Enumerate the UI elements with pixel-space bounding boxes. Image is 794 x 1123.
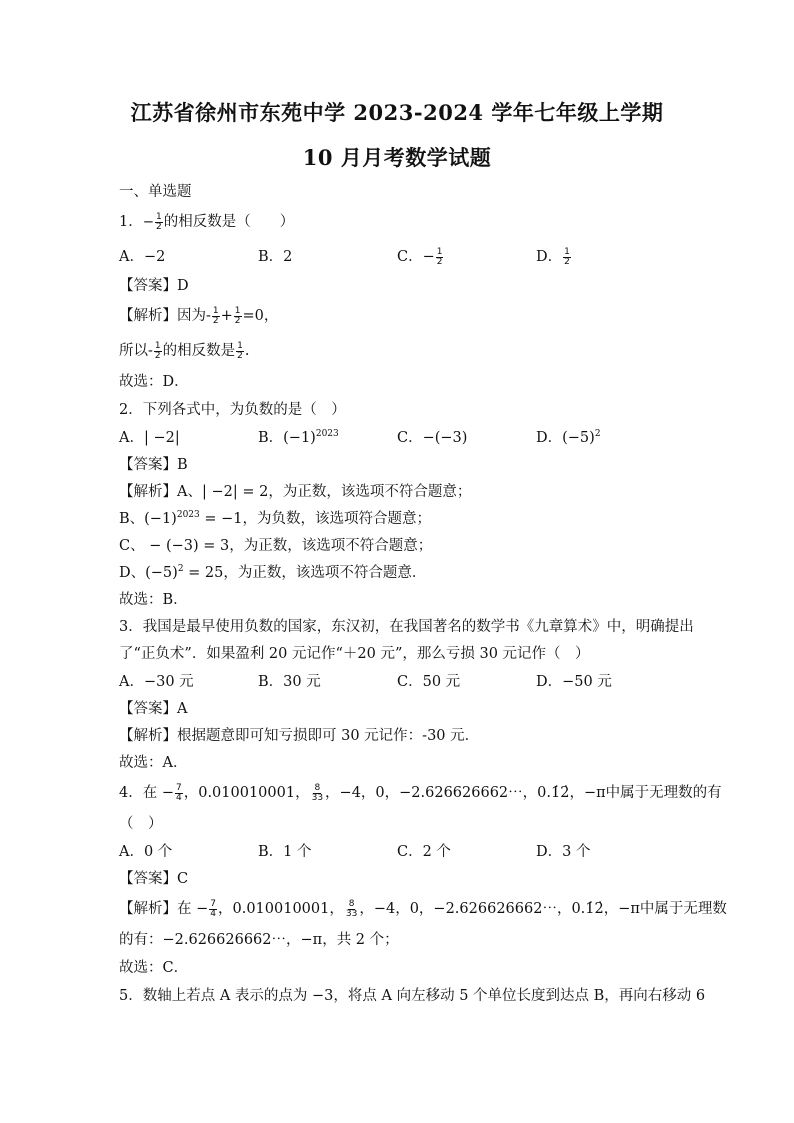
question-1-stem: 1．− $\frac{1}{2}$ 的相反数是（ ） [119, 211, 295, 232]
section-heading: 一、单选题 [119, 184, 192, 200]
q1-analysis-line2: 所以- $\frac{1}{2}$ 的相反数是 $\frac{1}{2}$ . [119, 340, 250, 361]
q2-option-a: A．| −2| [119, 430, 180, 446]
q2-analysis-line4: D、$(-5)^2 = 25$，为正数，该选项不符合题意． [119, 564, 427, 581]
q3-answer: 【答案】A [119, 701, 188, 717]
question-4-stem-line1: 4．在 − $\frac{7}{4}$ ，0.010010001， $\frac{8}{33}$ ，−4，0，−2.626626662⋯，0.1̇2̇，−π中属于无理数的有 [119, 782, 722, 803]
q4-answer: 【答案】C [119, 871, 189, 887]
q2-option-b: B．$(-1)^{2023}$ [258, 429, 339, 446]
q4-option-a: A．0 个 [119, 844, 173, 860]
q1-option-c: C．− $\frac{1}{2}$ [397, 246, 443, 267]
q1-analysis-line1: 【解析】因为- $\frac{1}{2}$ + $\frac{1}{2}$ =0， [119, 305, 279, 326]
q3-choose: 故选：A． [119, 755, 188, 771]
question-4-stem-line2: （ ） [119, 816, 163, 832]
q1-answer: 【答案】D [119, 278, 189, 294]
q3-option-d: D．−50 元 [536, 674, 612, 690]
q4-option-c: C．2 个 [397, 844, 451, 860]
question-5-stem-line1: 5．数轴上若点 A 表示的点为 −3，将点 A 向左移动 5 个单位长度到达点 B，再向右移动 6 [119, 988, 706, 1004]
q2-choose: 故选：B． [119, 592, 188, 608]
doc-title-line1: 江苏省徐州市东苑中学 2023-2024 学年七年级上学期 [130, 100, 664, 125]
question-3-stem-line2: 了“正负术”．如果盈利 20 元记作“＋20 元”，那么亏损 30 元记作（ ） [119, 646, 590, 662]
q1-option-a: A．−2 [119, 249, 166, 265]
q4-choose: 故选：C． [119, 960, 189, 976]
q2-analysis-line3: C、 − (−3) = 3，为正数，该选项不符合题意； [119, 538, 433, 554]
q2-analysis-line1: 【解析】A、| −2| = 2，为正数，该选项不符合题意； [119, 484, 472, 500]
question-3-stem-line1: 3．我国是最早使用负数的国家，东汉初，在我国著名的数学书《九章算术》中，明确提出 [119, 619, 694, 635]
q2-option-c: C．−(−3) [397, 430, 468, 446]
q2-analysis-line2: B、$(-1)^{2023} = -1$，为负数，该选项符合题意； [119, 510, 432, 527]
fraction: $\frac{1}{2}$ [156, 211, 162, 232]
doc-title-line2: 10 月月考数学试题 [302, 145, 492, 170]
q2-option-d: D．$(-5)^2$ [536, 429, 601, 446]
q4-analysis-line2: 的有：−2.626626662⋯，−π，共 2 个； [119, 932, 399, 948]
q3-analysis: 【解析】根据题意即可知亏损即可 30 元记作：-30 元． [119, 728, 480, 744]
q4-option-b: B．1 个 [258, 844, 312, 860]
q4-analysis-line1: 【解析】在 − $\frac{7}{4}$ ，0.010010001， $\frac{8}{33}$ ，−4，0，−2.626626662⋯，0.1̇2̇，−π中属于无理数 [119, 898, 727, 919]
q3-option-a: A．−30 元 [119, 674, 194, 690]
q1-option-d: D． $\frac{1}{2}$ [536, 246, 570, 267]
q3-option-c: C．50 元 [397, 674, 461, 690]
q3-option-b: B．30 元 [258, 674, 321, 690]
q2-answer: 【答案】B [119, 457, 188, 473]
q4-option-d: D．3 个 [536, 844, 591, 860]
q1-choose: 故选：D． [119, 374, 189, 390]
question-2-stem: 2．下列各式中，为负数的是（ ） [119, 402, 346, 418]
q1-option-b: B．2 [258, 249, 293, 265]
